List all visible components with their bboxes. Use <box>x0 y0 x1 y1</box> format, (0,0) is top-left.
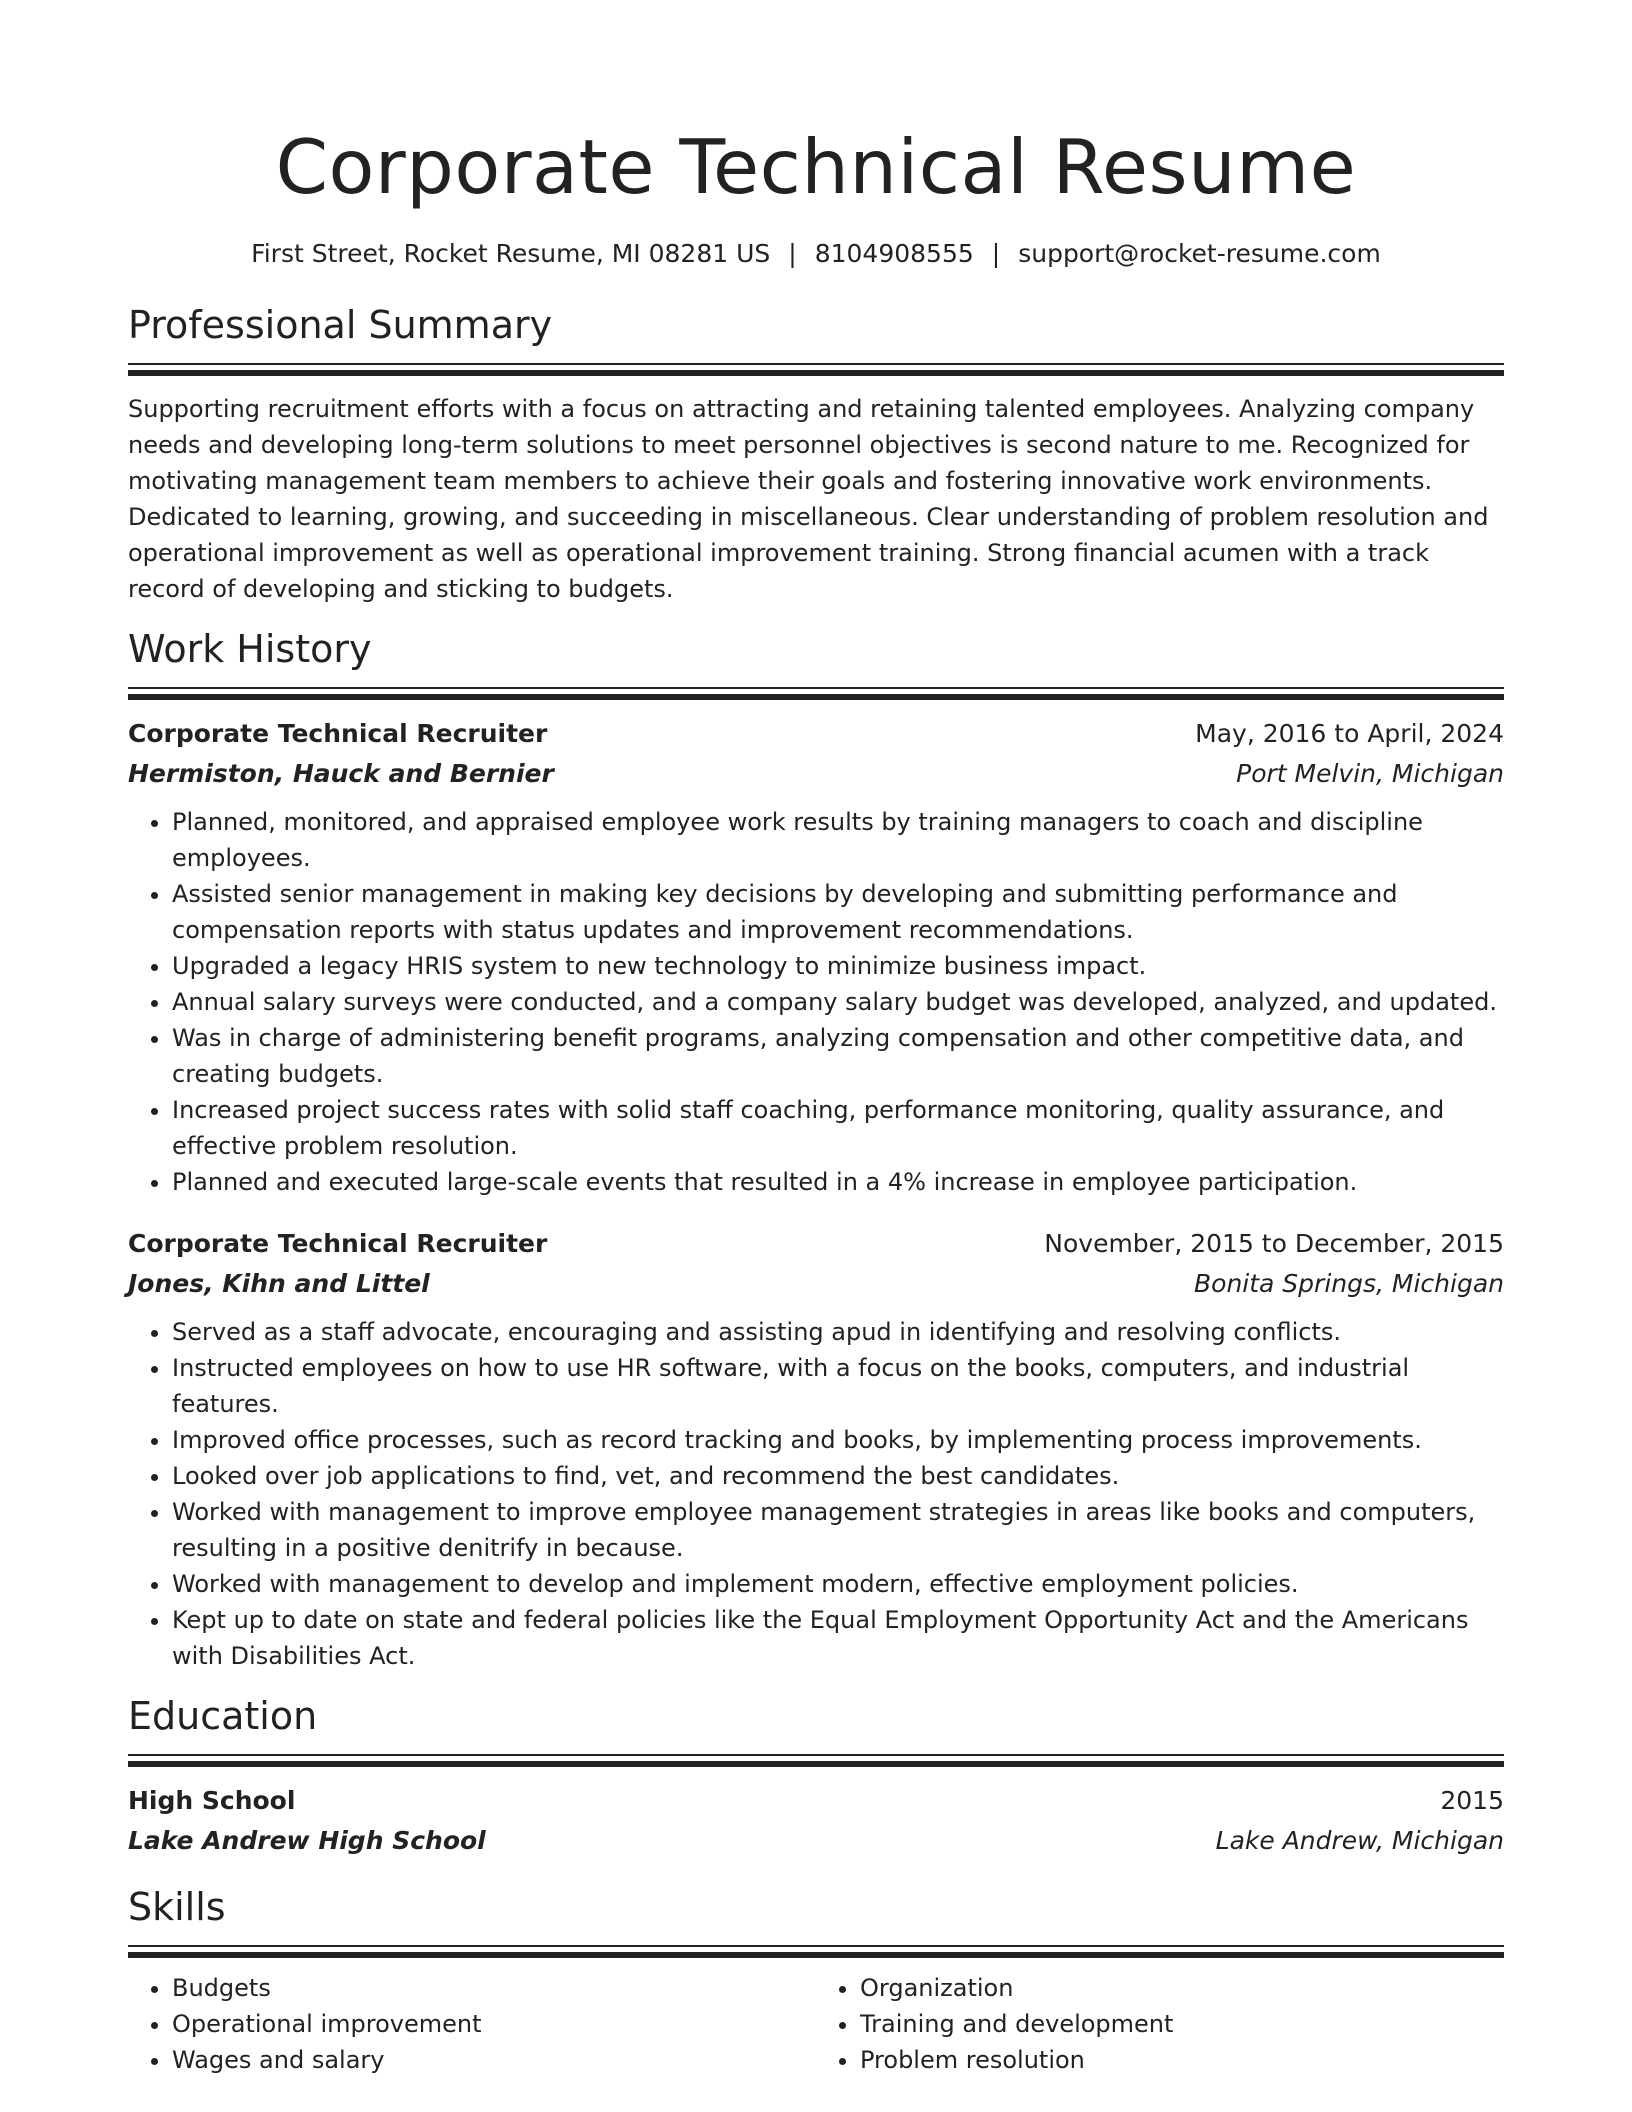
education-header-row <box>128 1781 1504 1821</box>
list-item: • Instructed employees on how to use HR software, with a focus on the books, computers, and industrial features. <box>172 1350 1504 1422</box>
skills-section <box>128 1883 1504 2078</box>
summary-text: Supporting recruitment efforts with a focus on attracting and retaining talented employees. Analyzing company needs and developing long-term solutions to meet personnel objectives is second nature to me. Recognized for motivating management team members to achieve their goals and fostering innovative work environments. Dedicated to learning, growing, and succeeding in miscellaneous. Clear understanding of problem resolution and operational improvement as well as operational improvement training. Strong financial acumen with a track record of developing and sticking to budgets. <box>128 395 1489 603</box>
contact-address: First Street, Rocket Resume, MI 08281 US <box>251 239 771 268</box>
job-company: Jones, Kihn and Littel <box>128 1269 430 1298</box>
skill-item: • Organization <box>860 1970 1504 2006</box>
section-divider <box>128 1945 1504 1958</box>
list-item: • Increased project success rates with solid staff coaching, performance monitoring, quality assurance, and effective problem resolution. <box>172 1092 1504 1164</box>
contact-phone: 8104908555 <box>814 239 974 268</box>
job-company: Hermiston, Hauck and Bernier <box>128 759 554 788</box>
skill-item: • Training and development <box>860 2006 1504 2042</box>
list-item: • Annual salary surveys were conducted, and a company salary budget was developed, analyzed, and updated. <box>172 984 1504 1020</box>
job-location: Bonita Springs, Michigan <box>1194 1269 1504 1298</box>
list-item: • Kept up to date on state and federal policies like the Equal Employment Opportunity Act and the Americans with Disabilities Act. <box>172 1602 1504 1674</box>
job-subheader-row <box>128 754 1504 794</box>
contact-email: support@rocket-resume.com <box>1018 239 1381 268</box>
job-title: Corporate Technical Recruiter <box>128 719 548 748</box>
education-section <box>128 1692 1504 1861</box>
section-divider <box>128 687 1504 700</box>
job-bullets <box>128 1314 1504 1674</box>
list-item: • Planned, monitored, and appraised employee work results by training managers to coach and discipline employees. <box>172 804 1504 876</box>
job-title: Corporate Technical Recruiter <box>128 1229 548 1258</box>
job-entry <box>128 1224 1504 1674</box>
job-bullets <box>128 804 1504 1200</box>
job-header-row <box>128 714 1504 754</box>
contact-separator: | <box>991 239 1001 268</box>
section-divider <box>128 363 1504 376</box>
list-item: • Planned and executed large-scale events that resulted in a 4% increase in employee participation. <box>172 1164 1504 1200</box>
job-dates: November, 2015 to December, 2015 <box>1044 1229 1504 1258</box>
section-title-skills: Skills <box>128 1885 226 1929</box>
job-location: Port Melvin, Michigan <box>1236 759 1504 788</box>
list-item: • Worked with management to improve employee management strategies in areas like books and computers, resulting in a positive denitrify in because. <box>172 1494 1504 1566</box>
education-year: 2015 <box>1440 1786 1504 1815</box>
skill-item: • Wages and salary <box>172 2042 816 2078</box>
skill-item: • Problem resolution <box>860 2042 1504 2078</box>
skill-item: • Budgets <box>172 1970 816 2006</box>
skills-column-right <box>816 1970 1504 2078</box>
list-item: • Worked with management to develop and implement modern, effective employment policies. <box>172 1566 1504 1602</box>
education-location: Lake Andrew, Michigan <box>1215 1826 1504 1855</box>
list-item: • Assisted senior management in making key decisions by developing and submitting performance and compensation reports with status updates and improvement recommendations. <box>172 876 1504 948</box>
list-item: • Upgraded a legacy HRIS system to new technology to minimize business impact. <box>172 948 1504 984</box>
skills-column-left <box>128 1970 816 2078</box>
summary-section <box>128 301 1504 607</box>
section-title-work: Work History <box>128 627 372 671</box>
skill-item: • Operational improvement <box>172 2006 816 2042</box>
contact-line <box>128 237 1504 271</box>
contact-separator: | <box>788 239 797 268</box>
section-divider <box>128 1754 1504 1767</box>
list-item: • Improved office processes, such as record tracking and books, by implementing process improvements. <box>172 1422 1504 1458</box>
work-section <box>128 625 1504 1674</box>
section-title-education: Education <box>128 1694 318 1738</box>
list-item: • Looked over job applications to find, vet, and recommend the best candidates. <box>172 1458 1504 1494</box>
education-subheader-row <box>128 1821 1504 1861</box>
list-item: • Served as a staff advocate, encouraging and assisting apud in identifying and resolving conflicts. <box>172 1314 1504 1350</box>
job-dates: May, 2016 to April, 2024 <box>1195 719 1504 748</box>
section-title-summary: Professional Summary <box>128 303 553 347</box>
resume-name: Corporate Technical Resume <box>275 123 1357 211</box>
education-entry <box>128 1781 1504 1861</box>
education-school: Lake Andrew High School <box>128 1826 486 1855</box>
education-degree: High School <box>128 1786 296 1815</box>
job-subheader-row <box>128 1264 1504 1304</box>
skills-grid <box>128 1970 1504 2078</box>
list-item: • Was in charge of administering benefit programs, analyzing compensation and other competitive data, and creating budgets. <box>172 1020 1504 1092</box>
job-entry <box>128 714 1504 1200</box>
job-header-row <box>128 1224 1504 1264</box>
